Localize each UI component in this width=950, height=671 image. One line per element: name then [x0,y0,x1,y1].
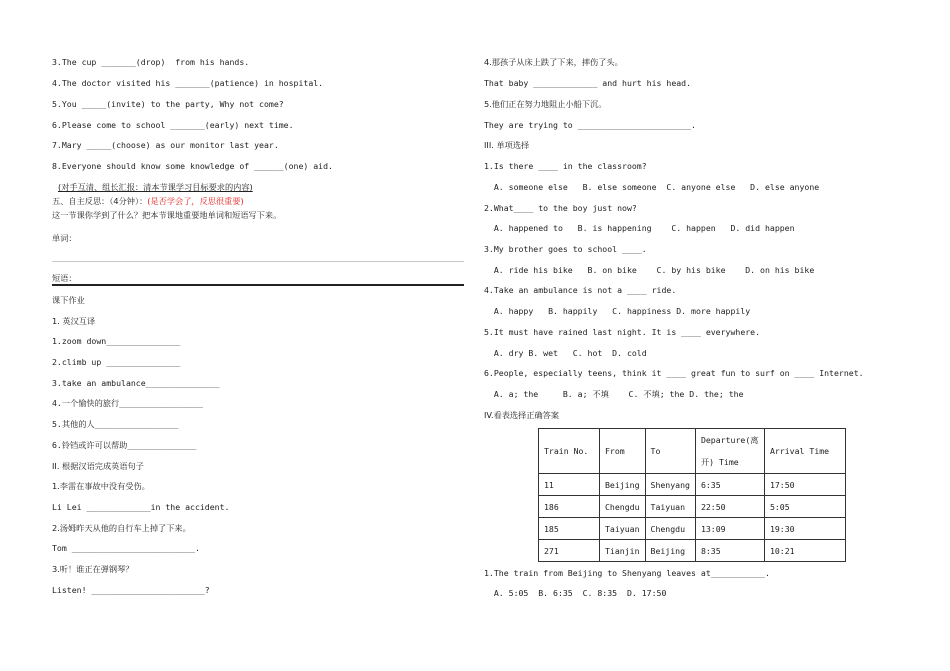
table-cell: 17:50 [764,474,845,496]
table-cell: 185 [539,518,600,540]
section-title: 1. 英汉互译 [52,316,96,326]
table-header: Train No. [539,429,600,474]
table-cell: 11 [539,474,600,496]
table-cell: Taiyuan [600,518,646,540]
table-cell: Beijing [600,474,646,496]
table-header: From [600,429,646,474]
table-cell: 6:35 [695,474,764,496]
fill-item: 3.The cup _______(drop) from his hands. [52,57,250,67]
words-label: 单词： [52,233,77,243]
table-cell: 5:05 [764,496,845,518]
fill-item: 4.The doctor visited his _______(patience) in hospital. [52,78,324,88]
mc-question: 4.Take an ambulance is not a ____ ride. [484,285,677,295]
mc-options: A. a; the B. a; 不填 C. 不填; the D. the; the [484,389,744,399]
check-note: (对手互清、组长汇报：清本节课学习目标要求的内容) [58,182,253,192]
divider-line [52,261,464,262]
table-cell: Shenyang [645,474,695,496]
table-row [539,474,846,496]
table-cell: Tianjin [600,540,646,562]
sentence-blank: That baby _____________ and hurt his head. [484,78,692,88]
table-header: Departure(离开) Time [695,429,764,474]
divider-thick [52,284,464,286]
table-header: To [645,429,695,474]
mc-question: 6.People, especially teens, think it ____ great fun to surf on ____ Internet. [484,368,864,378]
sentence-prompt: 2.汤姆昨天从他的自行车上掉了下来。 [52,523,191,533]
mc-options: A. dry B. wet C. hot D. cold [484,348,647,358]
table-cell: 186 [539,496,600,518]
table-cell: Chengdu [645,518,695,540]
mc-question: 3.My brother goes to school ____. [484,244,647,254]
table-cell: 10:21 [764,540,845,562]
section-title: II. 根据汉语完成英语句子 [52,461,144,471]
translate-item: 5.其他的人_________________ [52,419,179,429]
table-cell: 19:30 [764,518,845,540]
table-header: Arrival Time [764,429,845,474]
sentence-prompt: 5.他们正在努力地阻止小船下沉。 [484,99,607,109]
table-cell: Beijing [645,540,695,562]
reflect-heading: 五、自主反思：（4分钟）：(是否学会了，反思很重要) [52,196,244,206]
table-cell: 13:09 [695,518,764,540]
sentence-blank: Tom _________________________. [52,543,200,553]
table-cell: 271 [539,540,600,562]
sentence-prompt: 1.李雷在事故中没有受伤。 [52,481,150,491]
table-cell: 22:50 [695,496,764,518]
fill-item: 8.Everyone should know some knowledge of ______(one) aid. [52,161,333,171]
reflect-emphasis: (是否学会了，反思很重要) [147,196,244,206]
table-cell: 8:35 [695,540,764,562]
table-row [539,540,846,562]
table-cell: Chengdu [600,496,646,518]
translate-item: 3.take an ambulance_______________ [52,378,220,388]
translate-item: 6.铃铛或许可以帮助______________ [52,440,197,450]
fill-item: 5.You _____(invite) to the party, Why not come? [52,99,284,109]
mc-options: A. ride his bike B. on bike C. by his bike D. on his bike [484,265,815,275]
mc-options: A. someone else B. else someone C. anyone else D. else anyone [484,182,820,192]
mc-options: A. happy B. happily C. happiness D. more happily [484,306,751,316]
fill-item: 7.Mary _____(choose) as our monitor last year. [52,140,279,150]
train-timetable [538,428,846,562]
sentence-prompt: 3.听！谁正在弹钢琴？ [52,564,134,574]
section-title: IV.看表选择正确答案 [484,410,560,420]
mc-question: 5.It must have rained last night. It is ____ everywhere. [484,327,761,337]
translate-item: 4.一个愉快的旅行_________________ [52,398,203,408]
mc-question: 1.Is there ____ in the classroom? [484,161,647,171]
table-row [539,518,846,540]
mc-options: A. happened to B. is happening C. happen D. did happen [484,223,795,233]
sentence-blank: Li Lei _____________in the accident. [52,502,230,512]
translate-item: 1.zoom down_______________ [52,336,181,346]
sentence-blank: They are trying to _______________________. [484,120,696,130]
reflect-prompt: 这一节课你学到了什么？把本节课地重要地单词和短语写下来。 [52,210,282,220]
translate-item: 2.climb up _______________ [52,357,181,367]
sentence-blank: Listen! _______________________? [52,585,210,595]
table-question: 1.The train from Beijing to Shenyang leaves at___________. [484,568,770,578]
mc-question: 2.What____ to the boy just now? [484,203,637,213]
table-row [539,496,846,518]
table-header-row [539,429,846,474]
table-cell: Taiyuan [645,496,695,518]
fill-item: 6.Please come to school _______(early) next time. [52,120,294,130]
homework-title: 课下作业 [52,295,85,305]
section-title: III. 单项选择 [484,140,530,150]
sentence-prompt: 4.那孩子从床上跌了下来，摔伤了头。 [484,57,623,67]
table-options: A. 5:05 B. 6:35 C. 8:35 D. 17:50 [484,588,667,598]
phrases-label: 短语： [52,273,77,283]
